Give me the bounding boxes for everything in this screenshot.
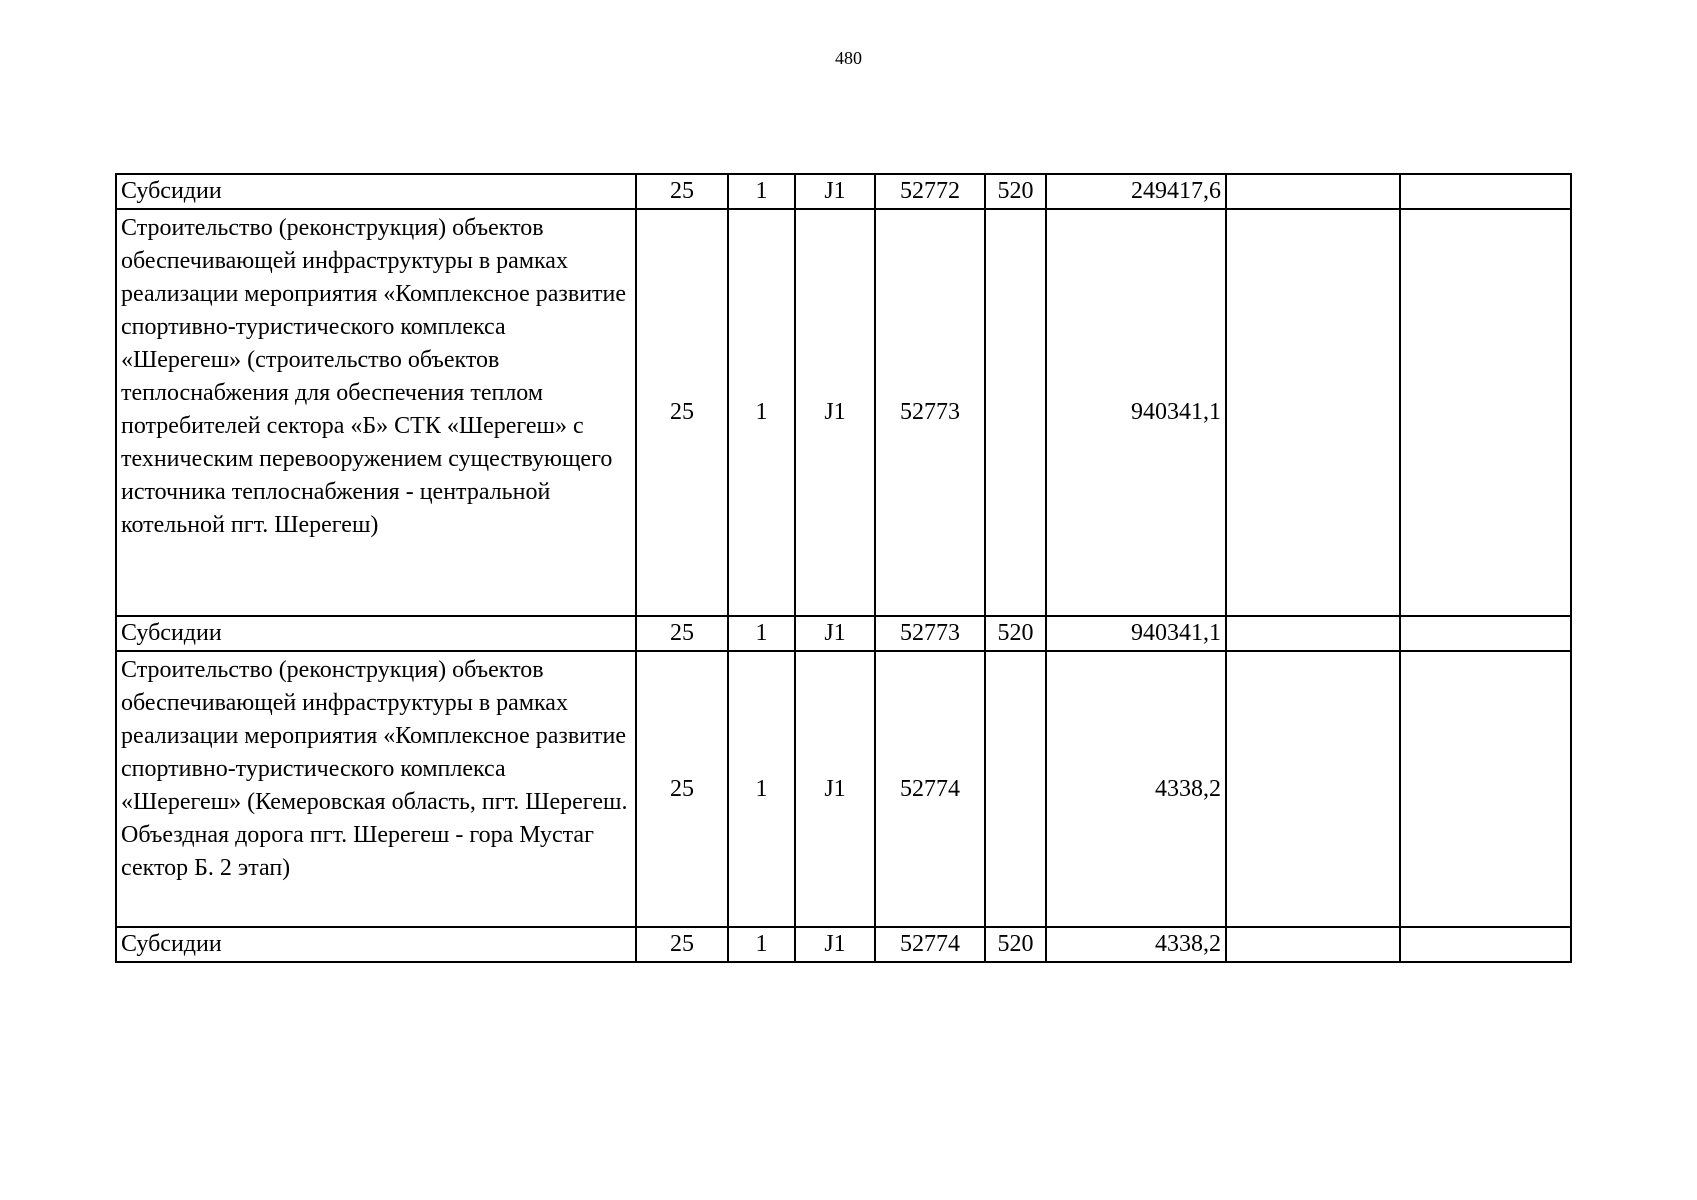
amount-cell: 4338,2 xyxy=(1046,651,1226,927)
subsection-code-cell: 1 xyxy=(728,651,795,927)
target-code-cell: 52773 xyxy=(875,209,985,616)
amount-cell: 940341,1 xyxy=(1046,209,1226,616)
amount-cell-2 xyxy=(1226,209,1400,616)
amount-cell-3 xyxy=(1400,927,1571,962)
amount-cell-3 xyxy=(1400,616,1571,651)
section-code-cell: 25 xyxy=(636,174,728,209)
section-code-cell: 25 xyxy=(636,616,728,651)
table-row xyxy=(116,174,1571,209)
amount-cell-3 xyxy=(1400,209,1571,616)
amount-cell: 940341,1 xyxy=(1046,616,1226,651)
program-code-cell: J1 xyxy=(795,174,875,209)
subsection-code-cell: 1 xyxy=(728,927,795,962)
target-code-cell: 52774 xyxy=(875,927,985,962)
program-code-cell: J1 xyxy=(795,616,875,651)
expense-type-cell: 520 xyxy=(985,174,1046,209)
amount-cell: 4338,2 xyxy=(1046,927,1226,962)
budget-table xyxy=(115,173,1572,963)
row-name-cell: Субсидии xyxy=(116,927,636,962)
section-code-cell: 25 xyxy=(636,927,728,962)
amount-cell-3 xyxy=(1400,174,1571,209)
expense-type-cell: 520 xyxy=(985,616,1046,651)
amount-cell-2 xyxy=(1226,174,1400,209)
table-row xyxy=(116,651,1571,927)
expense-type-cell xyxy=(985,209,1046,616)
row-name-cell: Строительство (реконструкция) объектов обеспечивающей инфраструктуры в рамках реализации мероприятия «Комплексное развитие спортивно-туристического комплекса «Шерегеш» (Кемеровская область, пгт. Шерегеш. Объездная дорога пгт. Шерегеш - гора Мустаг сектор Б. 2 этап) xyxy=(116,651,636,927)
section-code-cell: 25 xyxy=(636,651,728,927)
row-name-cell: Строительство (реконструкция) объектов обеспечивающей инфраструктуры в рамках реализации мероприятия «Комплексное развитие спортивно-туристического комплекса «Шерегеш» (строительство объектов теплоснабжения для обеспечения теплом потребителей сектора «Б» СТК «Шерегеш» с техническим перевооружением существующего источника теплоснабжения - центральной котельной пгт. Шерегеш) xyxy=(116,209,636,616)
row-name-cell: Субсидии xyxy=(116,616,636,651)
program-code-cell: J1 xyxy=(795,651,875,927)
table-row xyxy=(116,927,1571,962)
section-code-cell: 25 xyxy=(636,209,728,616)
page-number: 480 xyxy=(835,48,862,68)
amount-cell-3 xyxy=(1400,651,1571,927)
target-code-cell: 52774 xyxy=(875,651,985,927)
subsection-code-cell: 1 xyxy=(728,616,795,651)
program-code-cell: J1 xyxy=(795,927,875,962)
amount-cell-2 xyxy=(1226,651,1400,927)
subsection-code-cell: 1 xyxy=(728,174,795,209)
amount-cell: 249417,6 xyxy=(1046,174,1226,209)
expense-type-cell xyxy=(985,651,1046,927)
program-code-cell: J1 xyxy=(795,209,875,616)
expense-type-cell: 520 xyxy=(985,927,1046,962)
table-row xyxy=(116,209,1571,616)
amount-cell-2 xyxy=(1226,616,1400,651)
amount-cell-2 xyxy=(1226,927,1400,962)
subsection-code-cell: 1 xyxy=(728,209,795,616)
table-row xyxy=(116,616,1571,651)
row-name-cell: Субсидии xyxy=(116,174,636,209)
target-code-cell: 52772 xyxy=(875,174,985,209)
target-code-cell: 52773 xyxy=(875,616,985,651)
